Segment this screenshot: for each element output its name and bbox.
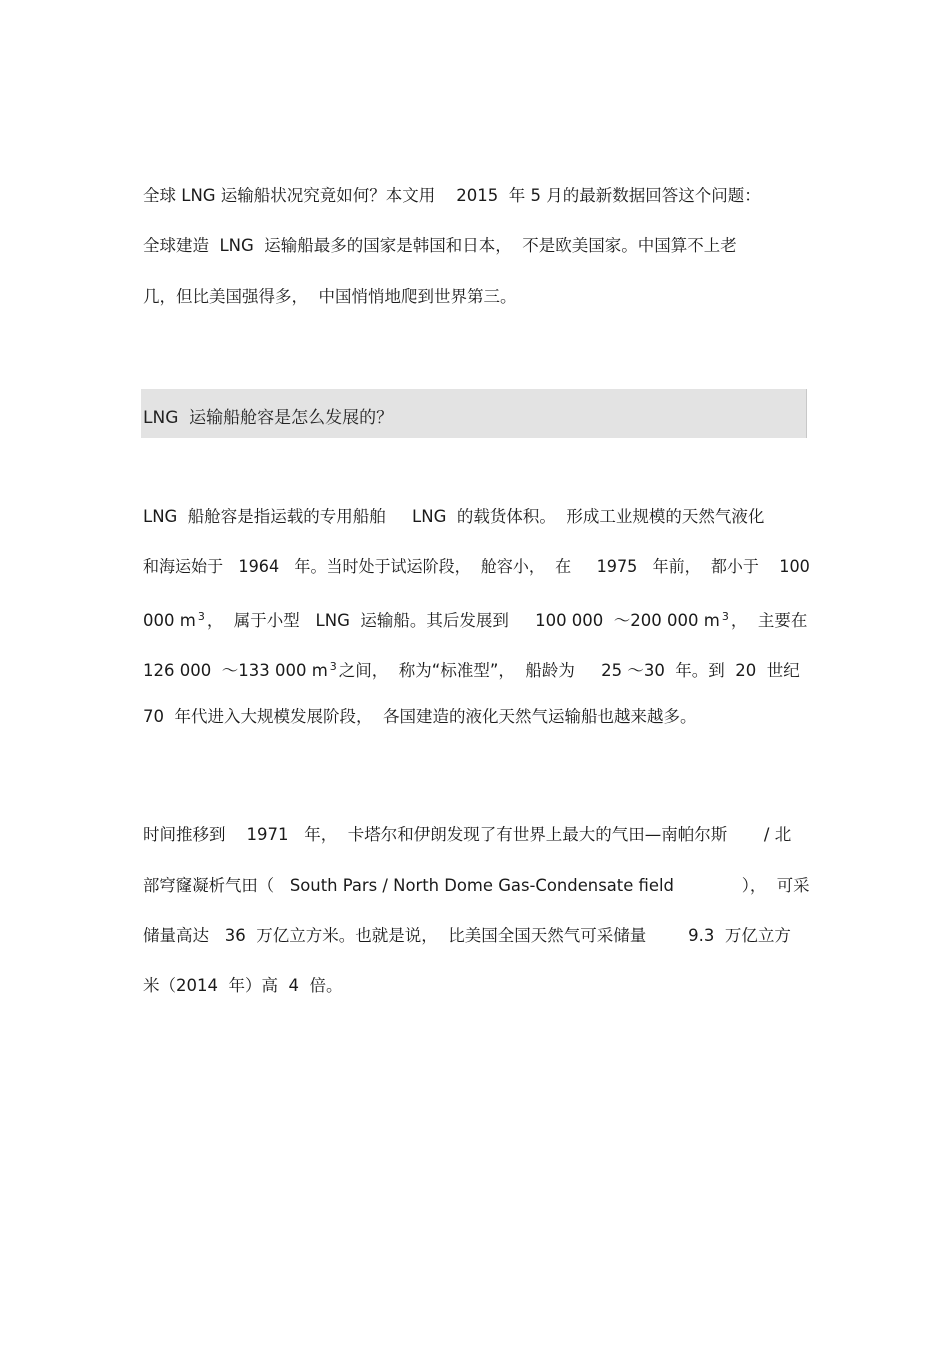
paragraph2-line-1: 时间推移到 1971 年， 卡塔尔和伊朗发现了有世界上最大的气田—南帕尔斯 / 北 xyxy=(143,825,792,844)
paragraph1-line-3 xyxy=(143,606,807,632)
text-run: ， 主要在 xyxy=(730,611,808,630)
superscript: 3 xyxy=(197,610,205,623)
paragraph2-line-2: 部穹窿凝析气田（ South Pars / North Dome Gas-Condensate field ）， 可采 xyxy=(143,876,810,895)
section-heading-box xyxy=(141,389,807,438)
paragraph1-line-4 xyxy=(143,656,800,682)
superscript: 3 xyxy=(721,610,729,623)
paragraph1-line-2: 和海运始于 1964 年。当时处于试运阶段， 舱容小， 在 1975 年前， 都小于 100 xyxy=(143,557,810,576)
paragraph1-line-1: LNG 船舱容是指运载的专用船舶 LNG 的载货体积。 形成工业规模的天然气液化 xyxy=(143,507,765,526)
superscript: 3 xyxy=(329,660,337,673)
paragraph2-line-4: 米（2014 年）高 4 倍。 xyxy=(143,976,343,995)
text-run: 126 000 ～133 000 m xyxy=(143,661,328,680)
text-run: 000 m xyxy=(143,611,196,630)
text-run: ， 属于小型 LNG 运输船。其后发展到 100 000 ～200 000 m xyxy=(206,611,720,630)
paragraph2-line-3: 储量高达 36 万亿立方米。也就是说， 比美国全国天然气可采储量 9.3 万亿立方 xyxy=(143,926,791,945)
intro-line-2: 全球建造 LNG 运输船最多的国家是韩国和日本， 不是欧美国家。中国算不上老 xyxy=(143,236,737,255)
paragraph1-line-5: 70 年代进入大规模发展阶段， 各国建造的液化天然气运输船也越来越多。 xyxy=(143,707,697,726)
section-heading: LNG 运输船舱容是怎么发展的？ xyxy=(143,408,394,428)
intro-line-3: 几，但比美国强得多， 中国悄悄地爬到世界第三。 xyxy=(143,287,517,306)
intro-line-1: 全球 LNG 运输船状况究竟如何？本文用 2015 年 5 月的最新数据回答这个问题： xyxy=(143,186,761,205)
text-run: 之间， 称为“标准型”， 船龄为 25 ～30 年。到 20 世纪 xyxy=(338,661,800,680)
